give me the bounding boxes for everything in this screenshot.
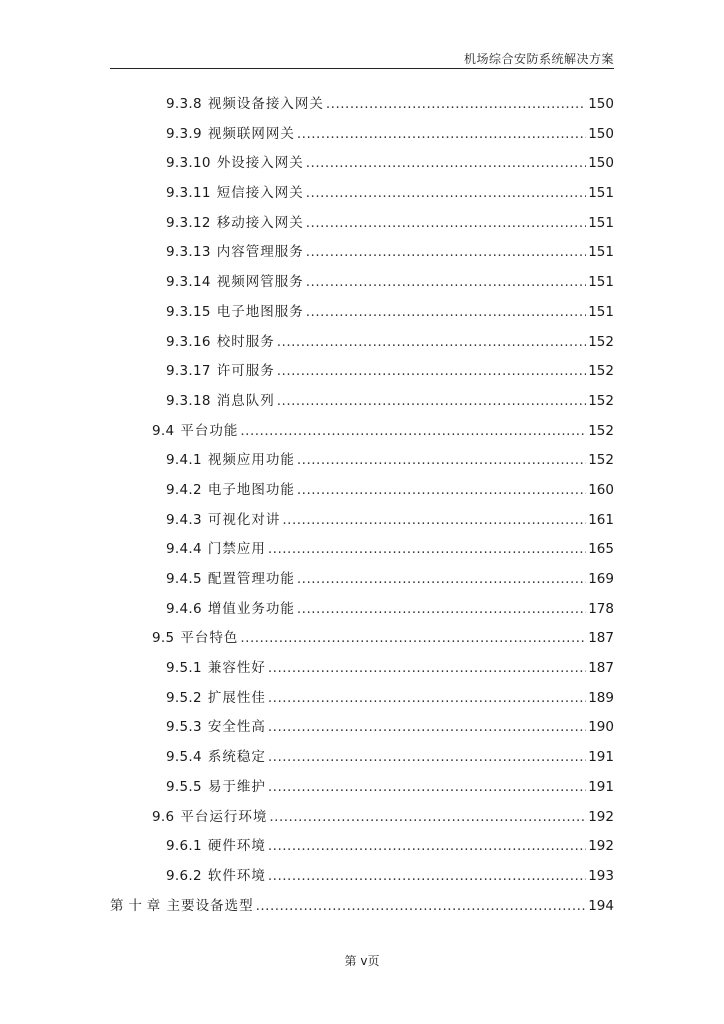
toc-entry-number: 9.5.5	[166, 778, 202, 795]
toc-entry-title: 平台运行环境	[180, 808, 268, 825]
toc-leader-dots	[282, 512, 586, 528]
toc-entry[interactable]	[110, 626, 614, 656]
toc-leader-dots	[306, 215, 586, 231]
toc-leader-dots	[269, 809, 586, 825]
toc-entry-number: 9.3.16	[166, 333, 211, 350]
toc-entry[interactable]	[110, 805, 614, 835]
toc-entry-page: 194	[588, 897, 614, 914]
toc-entry[interactable]	[110, 478, 614, 508]
toc-entry-page: 189	[588, 689, 614, 706]
toc-leader-dots	[268, 868, 586, 884]
toc-entry-number: 9.3.12	[166, 214, 211, 231]
toc-entry[interactable]	[110, 211, 614, 241]
toc-entry[interactable]	[110, 537, 614, 567]
toc-entry-number: 9.4.3	[166, 511, 202, 528]
toc-entry-page: 187	[588, 660, 614, 677]
toc-leader-dots	[240, 630, 586, 646]
toc-entry-title: 内容管理服务	[216, 244, 304, 261]
toc-entry-page: 178	[588, 600, 614, 617]
toc-entry-number: 第 十 章	[110, 897, 161, 914]
toc-entry-number: 9.6	[152, 808, 175, 825]
toc-entry[interactable]	[110, 894, 614, 924]
toc-leader-dots	[268, 541, 586, 557]
toc-entry-title: 兼容性好	[207, 660, 266, 677]
toc-entry-page: 187	[588, 630, 614, 647]
toc-leader-dots	[297, 601, 586, 617]
toc-entry-number: 9.3.11	[166, 185, 211, 202]
toc-entry-title: 消息队列	[216, 392, 275, 409]
toc-entry-title: 许可服务	[216, 363, 275, 380]
toc-entry-number: 9.5.4	[166, 749, 202, 766]
toc-entry-title: 视频应用功能	[207, 452, 295, 469]
toc-entry-title: 校时服务	[216, 333, 275, 350]
toc-entry-page: 192	[588, 838, 614, 855]
toc-entry[interactable]	[110, 715, 614, 745]
page-header-title: 机场综合安防系统解决方案	[463, 52, 614, 66]
toc-entry-number: 9.5.3	[166, 719, 202, 736]
toc-entry-title: 外设接入网关	[216, 155, 304, 172]
toc-entry-page: 165	[588, 541, 614, 558]
toc-entry[interactable]	[110, 864, 614, 894]
toc-entry-number: 9.5	[152, 630, 175, 647]
toc-entry-page: 169	[588, 571, 614, 587]
toc-entry-page: 152	[588, 363, 614, 380]
header-rule	[110, 68, 614, 69]
toc-entry-title: 硬件环境	[207, 838, 266, 855]
toc-entry-title: 短信接入网关	[216, 185, 304, 202]
toc-entry-page: 150	[588, 125, 614, 142]
toc-entry[interactable]	[110, 775, 614, 805]
toc-entry-number: 9.4.6	[166, 600, 202, 617]
toc-leader-dots	[268, 690, 586, 706]
toc-entry-title: 视频设备接入网关	[207, 96, 324, 112]
toc-leader-dots	[256, 898, 587, 914]
toc-entry[interactable]	[110, 834, 614, 864]
toc-entry-page: 151	[588, 185, 614, 202]
toc-leader-dots	[277, 393, 586, 409]
toc-entry-page: 152	[588, 452, 614, 469]
toc-entry-page: 191	[588, 778, 614, 795]
toc-entry[interactable]	[110, 240, 614, 270]
toc-leader-dots	[306, 155, 586, 171]
toc-entry-number: 9.3.15	[166, 303, 211, 320]
toc-leader-dots	[268, 719, 586, 735]
toc-entry-page: 151	[588, 244, 614, 261]
toc-entry-page: 151	[588, 274, 614, 291]
page-footer-number: 第 v页	[344, 954, 380, 968]
toc-entry[interactable]	[110, 656, 614, 686]
toc-entry-number: 9.4.2	[166, 481, 202, 498]
toc-entry-number: 9.3.17	[166, 363, 211, 380]
toc-entry-number: 9.4.5	[166, 571, 202, 587]
toc-entry-title: 扩展性佳	[207, 689, 266, 706]
toc-entry-title: 配置管理功能	[207, 571, 295, 587]
toc-leader-dots	[297, 126, 586, 142]
toc-entry-title: 易于维护	[207, 778, 266, 795]
toc-entry[interactable]	[110, 686, 614, 716]
toc-entry-number: 9.3.8	[166, 96, 202, 112]
toc-entry-page: 150	[588, 155, 614, 172]
toc-entry[interactable]	[110, 181, 614, 211]
toc-entry-title: 平台特色	[180, 630, 239, 647]
toc-leader-dots	[268, 660, 586, 676]
toc-entry-title: 增值业务功能	[207, 600, 295, 617]
toc-entry-title: 安全性高	[207, 719, 266, 736]
toc-entry[interactable]	[110, 300, 614, 330]
toc-entry[interactable]	[110, 151, 614, 181]
toc-entry-page: 152	[588, 333, 614, 350]
toc-leader-dots	[306, 185, 586, 201]
toc-leader-dots	[326, 96, 586, 112]
toc-entry-page: 151	[588, 214, 614, 231]
toc-leader-dots	[277, 334, 586, 350]
toc-entry-page: 190	[588, 719, 614, 736]
toc-entry-page: 152	[588, 422, 614, 439]
toc-entry[interactable]	[110, 122, 614, 152]
toc-entry[interactable]	[110, 597, 614, 627]
toc-entry[interactable]	[110, 419, 614, 449]
toc-leader-dots	[277, 363, 586, 379]
toc-entry[interactable]	[110, 567, 614, 597]
toc-entry-title: 门禁应用	[207, 541, 266, 558]
toc-entry[interactable]	[110, 330, 614, 360]
toc-leader-dots	[306, 244, 586, 260]
toc-entry-title: 系统稳定	[207, 749, 266, 766]
toc-entry-number: 9.6.2	[166, 867, 202, 884]
toc-entry[interactable]	[110, 270, 614, 300]
toc-entry-page: 161	[588, 511, 614, 528]
toc-entry-page: 193	[588, 867, 614, 884]
toc-entry-number: 9.3.9	[166, 125, 202, 142]
toc-entry-number: 9.3.14	[166, 274, 211, 291]
toc-entry-title: 软件环境	[207, 867, 266, 884]
toc-entry-number: 9.5.1	[166, 660, 202, 677]
toc-entry-number: 9.4	[152, 422, 175, 439]
toc-leader-dots	[268, 749, 586, 765]
toc-entry-title: 视频联网网关	[207, 125, 295, 142]
toc-entry-number: 9.4.1	[166, 452, 202, 469]
toc-leader-dots	[297, 571, 586, 587]
toc-entry-number: 9.5.2	[166, 689, 202, 706]
toc-entry-title: 可视化对讲	[207, 511, 281, 528]
toc-entry-page: 192	[588, 808, 614, 825]
toc-entry-page: 151	[588, 303, 614, 320]
toc-entry-page: 160	[588, 481, 614, 498]
toc-entry[interactable]	[110, 92, 614, 122]
toc-leader-dots	[297, 452, 586, 468]
toc-leader-dots	[306, 304, 586, 320]
toc-entry-number: 9.6.1	[166, 838, 202, 855]
toc-entry-page: 191	[588, 749, 614, 766]
table-of-contents	[110, 92, 614, 923]
toc-leader-dots	[268, 779, 586, 795]
toc-entry-title: 电子地图功能	[207, 481, 295, 498]
toc-leader-dots	[268, 838, 586, 854]
toc-entry[interactable]	[110, 448, 614, 478]
toc-entry[interactable]	[110, 359, 614, 389]
toc-entry-title: 移动接入网关	[216, 214, 304, 231]
toc-leader-dots	[306, 274, 586, 290]
toc-entry-number: 9.4.4	[166, 541, 202, 558]
toc-entry-number: 9.3.18	[166, 392, 211, 409]
toc-entry-page: 150	[588, 96, 614, 112]
toc-entry-number: 9.3.10	[166, 155, 211, 172]
toc-leader-dots	[240, 423, 586, 439]
toc-entry[interactable]	[110, 508, 614, 538]
toc-entry-title: 电子地图服务	[216, 303, 304, 320]
toc-entry-number: 9.3.13	[166, 244, 211, 261]
toc-entry-title: 视频网管服务	[216, 274, 304, 291]
toc-entry[interactable]	[110, 745, 614, 775]
toc-entry-page: 152	[588, 392, 614, 409]
toc-entry[interactable]	[110, 389, 614, 419]
toc-entry-title: 主要设备选型	[166, 897, 254, 914]
toc-entry-title: 平台功能	[180, 422, 239, 439]
toc-leader-dots	[297, 482, 586, 498]
